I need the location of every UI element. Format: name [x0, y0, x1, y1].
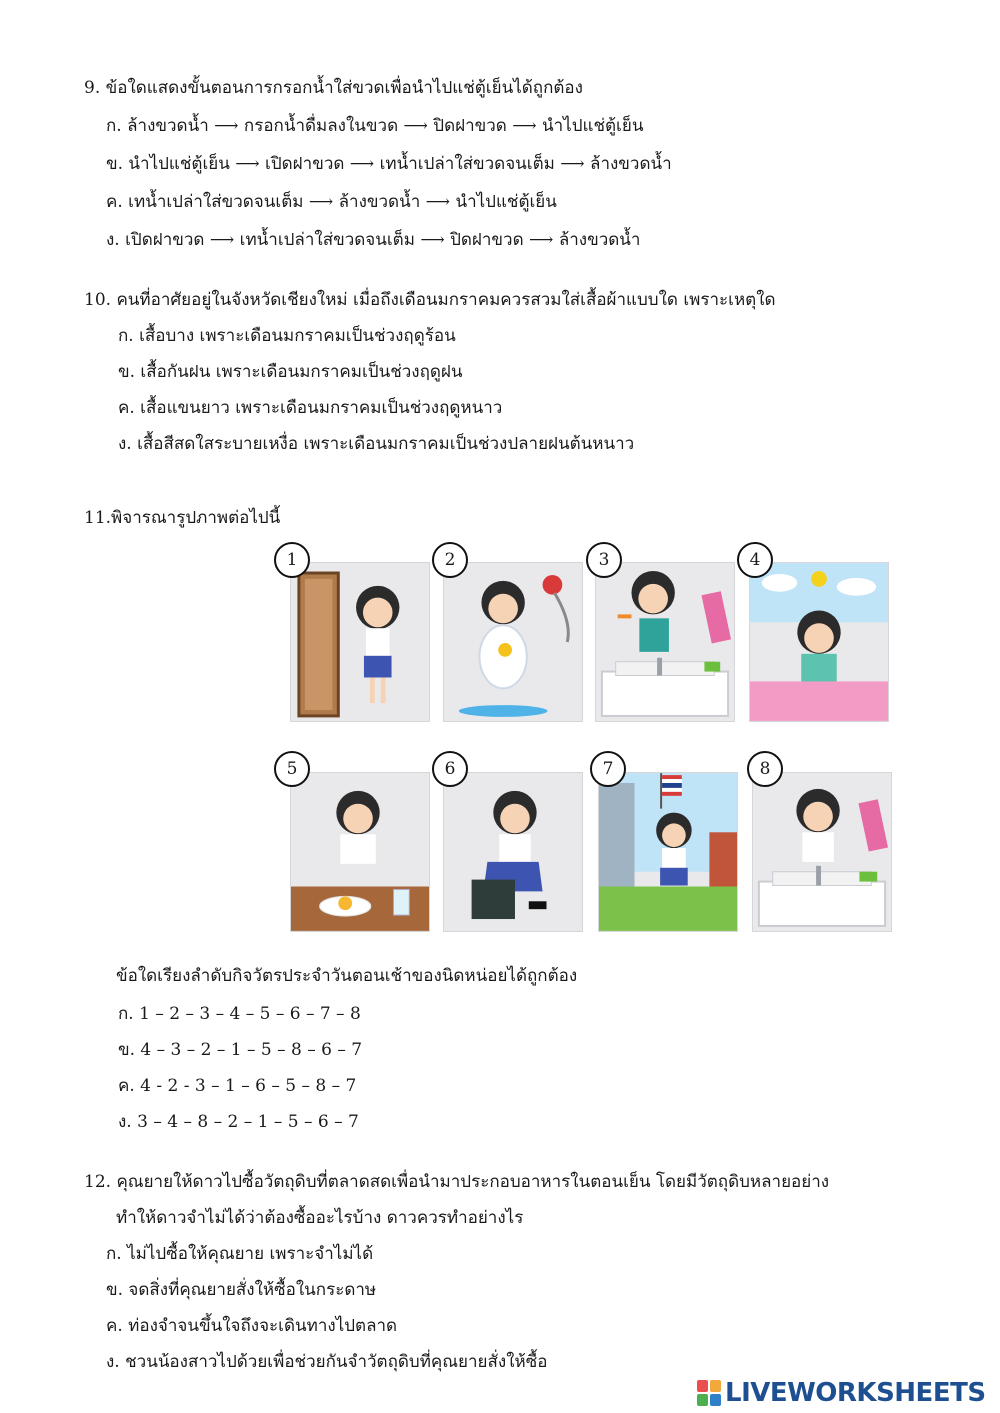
q9-option-d[interactable]: ง. เปิดฝาขวด ⟶ เทน้ำเปล่าใส่ขวดจนเต็ม ⟶ ปิดฝาขวด ⟶ ล้างขวดน้ำ — [106, 230, 641, 250]
q9-option-a[interactable]: ก. ล้างขวดน้ำ ⟶ กรอกน้ำดื่มลงในขวด ⟶ ปิดฝาขวด ⟶ นำไปแช่ตู้เย็น — [106, 116, 644, 136]
picture-5-eating-breakfast — [290, 772, 430, 932]
picture-number-2: 2 — [432, 542, 468, 578]
liveworksheets-logo-icon — [697, 1380, 721, 1406]
q11-option-b[interactable]: ข. 4 – 3 – 2 – 1 – 5 – 8 – 6 – 7 — [118, 1040, 363, 1060]
q11-question: 11.พิจารณารูปภาพต่อไปนี้ — [84, 508, 281, 528]
picture-7-going-to-school — [598, 772, 738, 932]
picture-3-brushing-teeth — [595, 562, 735, 722]
picture-6-putting-on-shoes — [443, 772, 583, 932]
logo-square-2 — [710, 1380, 721, 1392]
q9-question: 9. ข้อใดแสดงขั้นตอนการกรอกน้ำใส่ขวดเพื่อนำไปแช่ตู้เย็นได้ถูกต้อง — [84, 78, 583, 98]
q9-option-b[interactable]: ข. นำไปแช่ตู้เย็น ⟶ เปิดฝาขวด ⟶ เทน้ำเปล่าใส่ขวดจนเต็ม ⟶ ล้างขวดน้ำ — [106, 154, 672, 174]
logo-square-1 — [697, 1380, 708, 1392]
q9-option-c[interactable]: ค. เทน้ำเปล่าใส่ขวดจนเต็ม ⟶ ล้างขวดน้ำ ⟶ นำไปแช่ตู้เย็น — [106, 192, 557, 212]
q11-option-d[interactable]: ง. 3 – 4 – 8 – 2 – 1 – 5 – 6 – 7 — [118, 1112, 359, 1132]
q12-question: 12. คุณยายให้ดาวไปซื้อวัตถุดิบที่ตลาดสดเพื่อนำมาประกอบอาหารในตอนเย็น โดยมีวัตถุดิบหลายอย่าง — [84, 1172, 830, 1192]
q10-option-d[interactable]: ง. เสื้อสีสดใสระบายเหงื่อ เพราะเดือนมกราคมเป็นช่วงปลายฝนต้นหนาว — [118, 434, 635, 454]
q12-option-b[interactable]: ข. จดสิ่งที่คุณยายสั่งให้ซื้อในกระดาษ — [106, 1280, 377, 1300]
q12-option-a[interactable]: ก. ไม่ไปซื้อให้คุณยาย เพราะจำไม่ได้ — [106, 1244, 374, 1264]
q12-question-continued: ทำให้ดาวจำไม่ได้ว่าต้องซื้ออะไรบ้าง ดาวควรทำอย่างไร — [116, 1208, 524, 1228]
logo-square-3 — [697, 1394, 708, 1406]
picture-number-5: 5 — [274, 751, 310, 787]
q12-option-d[interactable]: ง. ชวนน้องสาวไปด้วยเพื่อช่วยกันจำวัตถุดิบที่คุณยายสั่งให้ซื้อ — [106, 1352, 548, 1372]
picture-1-dressing-mirror — [290, 562, 430, 722]
q11-sub-question: ข้อใดเรียงลำดับกิจวัตรประจำวันตอนเช้าของนิดหน่อยได้ถูกต้อง — [116, 966, 578, 986]
picture-number-4: 4 — [737, 542, 773, 578]
q10-question: 10. คนที่อาศัยอยู่ในจังหวัดเชียงใหม่ เมื่อถึงเดือนมกราคมควรสวมใส่เสื้อผ้าแบบใด เพราะเหตุใด — [84, 290, 776, 310]
picture-4-waking-up — [749, 562, 889, 722]
q12-option-c[interactable]: ค. ท่องจำจนขึ้นใจถึงจะเดินทางไปตลาด — [106, 1316, 398, 1336]
liveworksheets-wordmark: LIVEWORKSHEETS — [725, 1378, 986, 1408]
q10-option-b[interactable]: ข. เสื้อกันฝน เพราะเดือนมกราคมเป็นช่วงฤดูฝน — [118, 362, 463, 382]
q10-option-c[interactable]: ค. เสื้อแขนยาว เพราะเดือนมกราคมเป็นช่วงฤดูหนาว — [118, 398, 503, 418]
picture-number-8: 8 — [747, 751, 783, 787]
picture-number-6: 6 — [432, 751, 468, 787]
picture-8-washing-hands — [752, 772, 892, 932]
q11-option-a[interactable]: ก. 1 – 2 – 3 – 4 – 5 – 6 – 7 – 8 — [118, 1004, 361, 1024]
q10-option-a[interactable]: ก. เสื้อบาง เพราะเดือนมกราคมเป็นช่วงฤดูร้อน — [118, 326, 456, 346]
q11-option-c[interactable]: ค. 4 - 2 - 3 – 1 – 6 – 5 – 8 – 7 — [118, 1076, 357, 1096]
picture-number-3: 3 — [586, 542, 622, 578]
picture-number-1: 1 — [274, 542, 310, 578]
logo-square-4 — [710, 1394, 721, 1406]
liveworksheets-brand[interactable] — [697, 1378, 986, 1408]
picture-2-shower — [443, 562, 583, 722]
picture-number-7: 7 — [590, 751, 626, 787]
